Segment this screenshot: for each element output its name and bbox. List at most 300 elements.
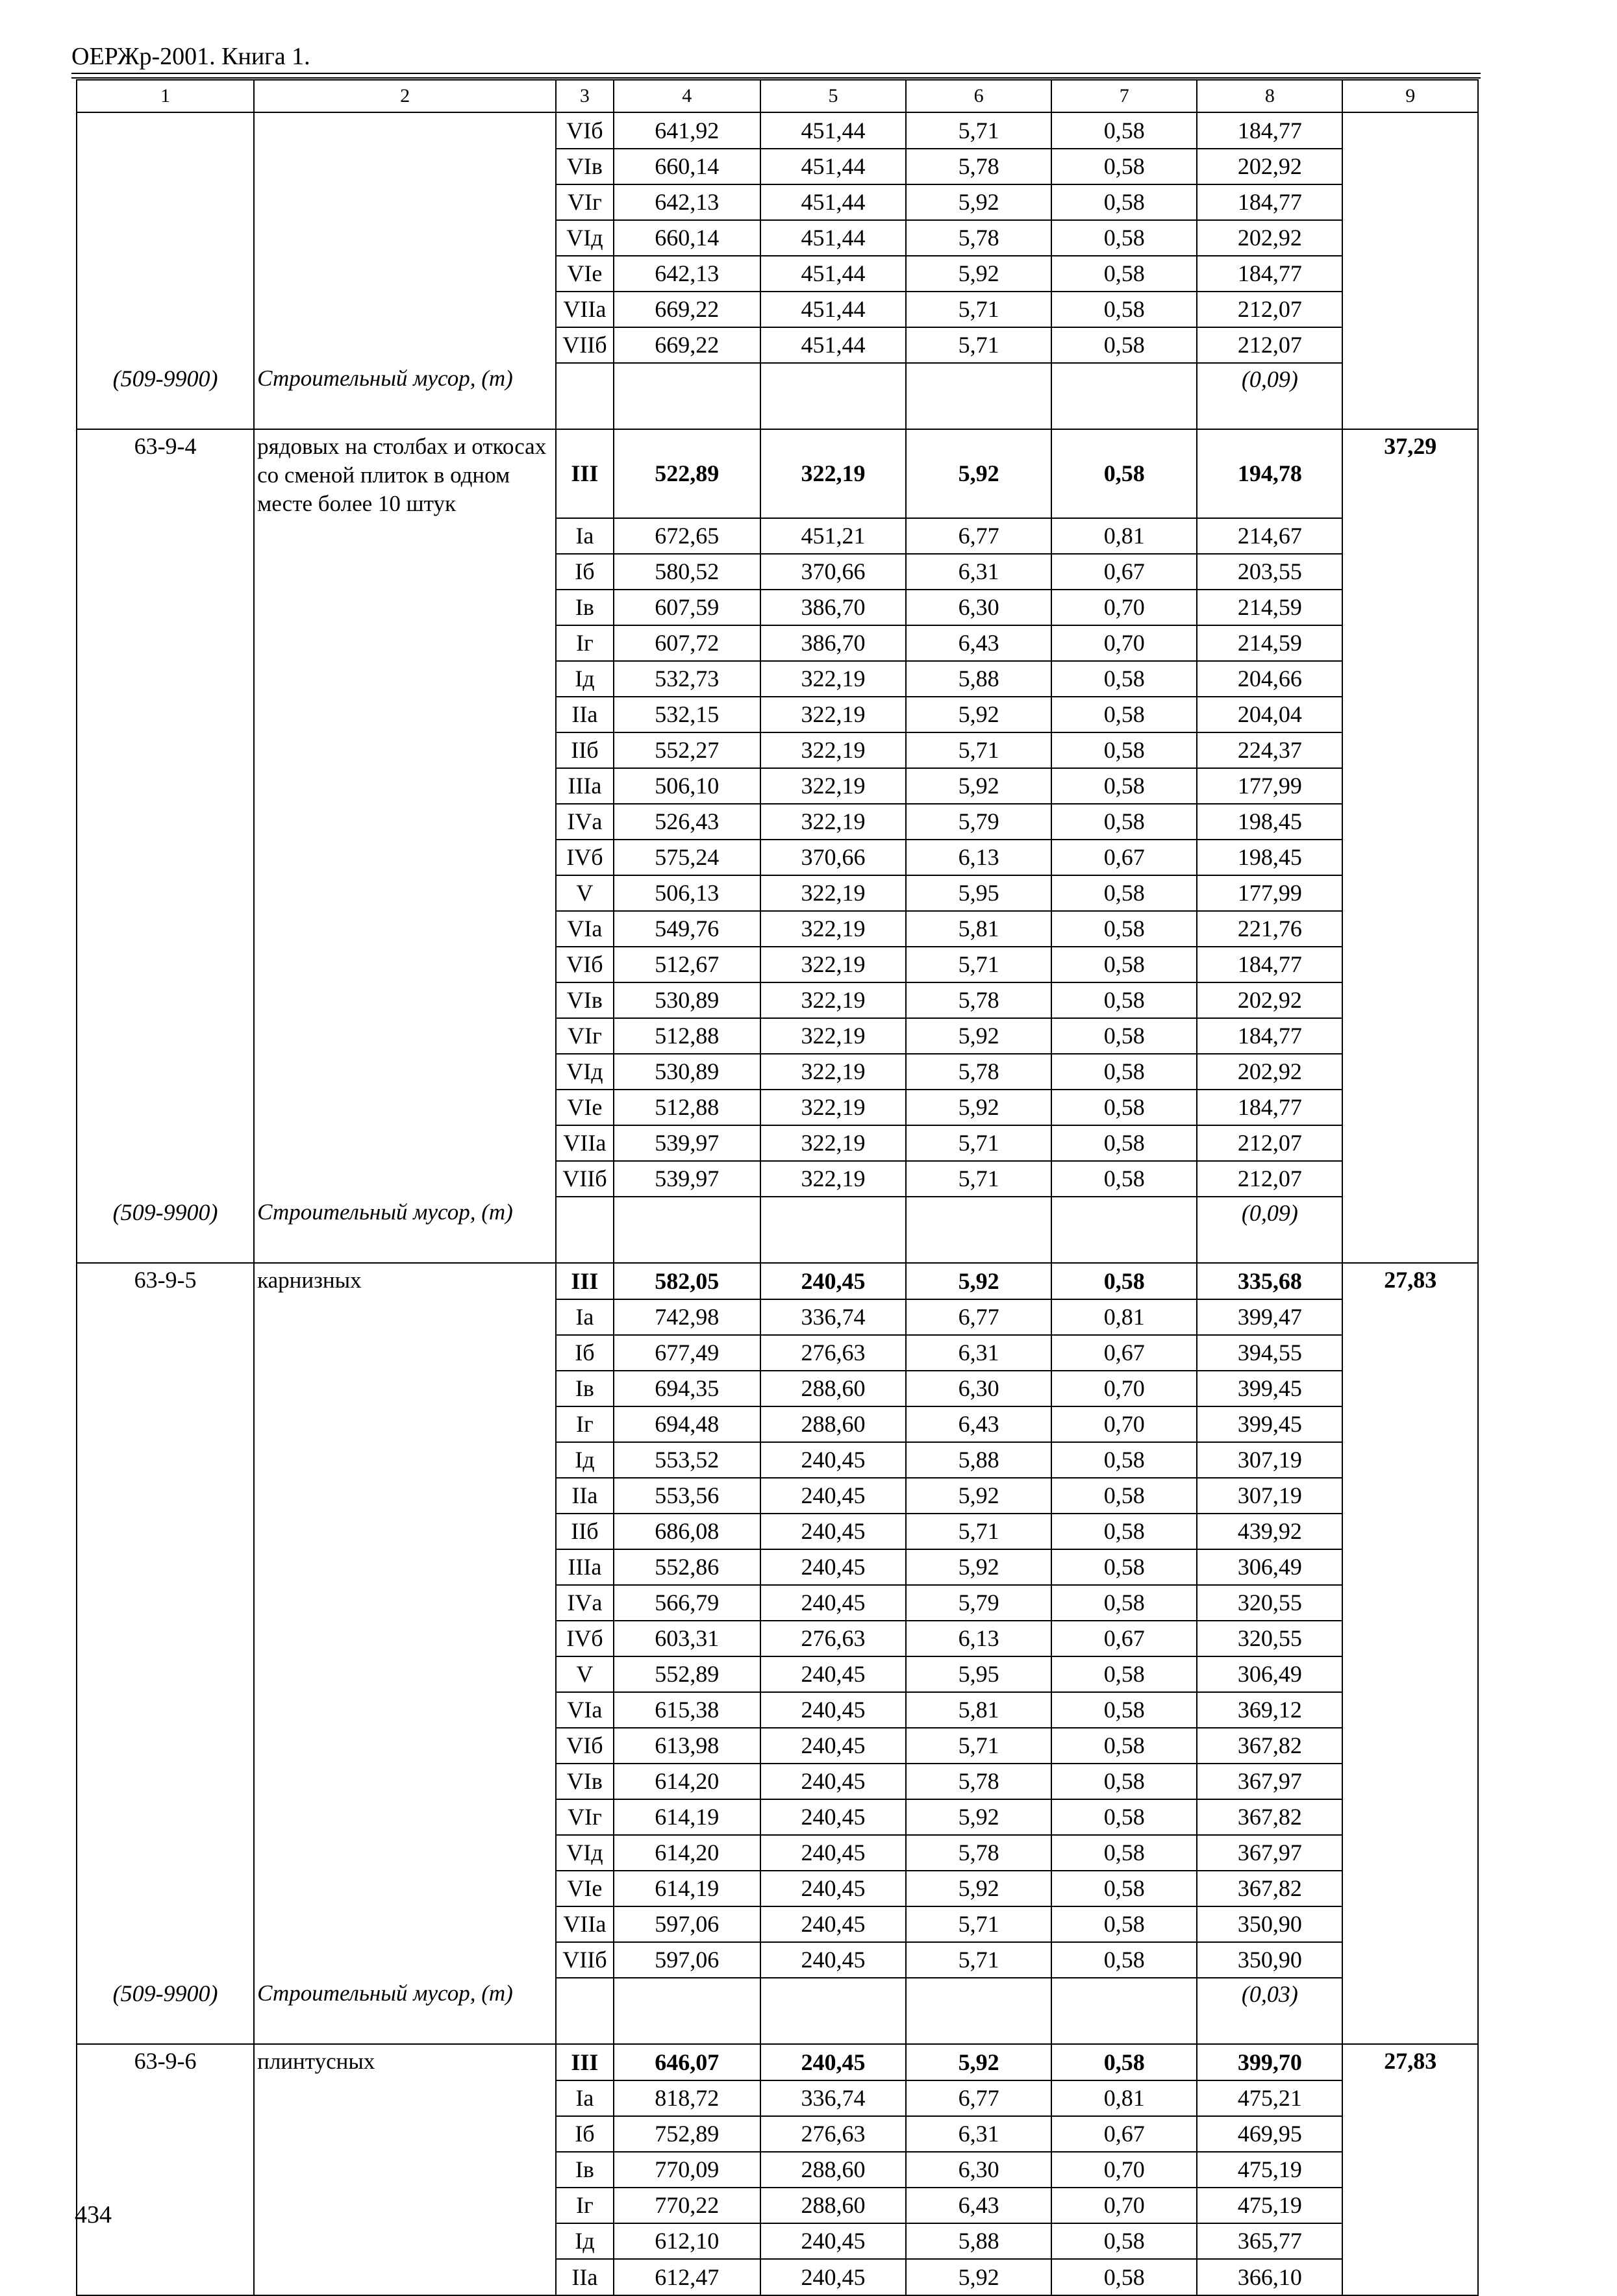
machine-cost-cell: 5,92 — [906, 1478, 1051, 1514]
table-row — [77, 2044, 1478, 2080]
driver-wages-cell: 0,58 — [1051, 732, 1197, 768]
zone-cell: VIе — [556, 1090, 614, 1125]
machine-cost-cell: 5,92 — [906, 2044, 1051, 2080]
total-cost-cell: 552,27 — [614, 732, 760, 768]
total-cost-cell: 660,14 — [614, 149, 760, 184]
work-name-cell — [254, 2188, 556, 2223]
labor-cell — [1342, 1018, 1478, 1054]
total-cost-cell: 614,20 — [614, 1764, 760, 1799]
rate-code-cell — [77, 1406, 254, 1442]
driver-wages-cell: 0,58 — [1051, 1018, 1197, 1054]
driver-wages-cell: 0,58 — [1051, 1442, 1197, 1478]
wages-cell: 240,45 — [760, 1871, 906, 1906]
machine-cost-cell: 6,30 — [906, 1371, 1051, 1406]
rate-code-cell — [77, 1942, 254, 1978]
work-name-cell — [254, 1728, 556, 1764]
labor-cell — [1342, 1054, 1478, 1090]
rate-code-cell: 63-9-5 — [77, 1263, 254, 1299]
zone-cell: IIа — [556, 697, 614, 732]
machine-cost-cell: 5,71 — [906, 112, 1051, 149]
work-name-cell — [254, 1161, 556, 1197]
work-name-cell — [254, 840, 556, 875]
wages-cell: 240,45 — [760, 1656, 906, 1692]
rate-code-cell — [77, 697, 254, 732]
wages-cell: 240,45 — [760, 1549, 906, 1585]
table-row — [77, 1764, 1478, 1799]
wages-cell: 370,66 — [760, 840, 906, 875]
total-cost-cell: 597,06 — [614, 1906, 760, 1942]
zone-cell: IIб — [556, 732, 614, 768]
work-name-cell — [254, 184, 556, 220]
work-name-cell — [254, 2152, 556, 2188]
materials-cell: 394,55 — [1197, 1335, 1342, 1371]
total-cost-cell: 506,10 — [614, 768, 760, 804]
labor-cell — [1342, 625, 1478, 661]
wages-cell: 322,19 — [760, 875, 906, 911]
materials-cell: 367,82 — [1197, 1728, 1342, 1764]
rate-code-cell — [77, 2116, 254, 2152]
total-cost-cell: 539,97 — [614, 1161, 760, 1197]
work-name-cell — [254, 1692, 556, 1728]
machine-cost-cell: 5,88 — [906, 661, 1051, 697]
total-cost-cell: 539,97 — [614, 1125, 760, 1161]
zone-cell: VIа — [556, 1692, 614, 1728]
wages-cell: 322,19 — [760, 697, 906, 732]
rate-code-cell — [77, 1656, 254, 1692]
total-cost-cell — [614, 1978, 760, 2044]
work-name-cell — [254, 220, 556, 256]
zone-cell: VIв — [556, 982, 614, 1018]
rate-code-cell — [77, 1335, 254, 1371]
labor-cell — [1342, 1692, 1478, 1728]
rate-code-cell — [77, 661, 254, 697]
total-cost-cell: 530,89 — [614, 1054, 760, 1090]
wages-cell: 451,44 — [760, 220, 906, 256]
driver-wages-cell: 0,58 — [1051, 112, 1197, 149]
labor-cell — [1342, 1514, 1478, 1549]
materials-cell: 469,95 — [1197, 2116, 1342, 2152]
table-row — [77, 327, 1478, 363]
table-row — [77, 982, 1478, 1018]
work-name-cell — [254, 1942, 556, 1978]
total-cost-cell: 646,07 — [614, 2044, 760, 2080]
driver-wages-cell: 0,58 — [1051, 661, 1197, 697]
table-row — [77, 2080, 1478, 2116]
work-name-cell — [254, 1549, 556, 1585]
table-row — [77, 661, 1478, 697]
labor-cell — [1342, 256, 1478, 292]
machine-cost-cell: 5,78 — [906, 1764, 1051, 1799]
zone-cell: Iг — [556, 2188, 614, 2223]
labor-cell — [1342, 697, 1478, 732]
wages-cell: 322,19 — [760, 661, 906, 697]
total-cost-cell: 580,52 — [614, 554, 760, 590]
driver-wages-cell: 0,58 — [1051, 327, 1197, 363]
wages-cell: 240,45 — [760, 1692, 906, 1728]
total-cost-cell: 615,38 — [614, 1692, 760, 1728]
work-name-cell — [254, 1335, 556, 1371]
zone-cell: VIг — [556, 184, 614, 220]
zone-cell: Iд — [556, 1442, 614, 1478]
labor-cell — [1342, 2223, 1478, 2259]
table-row — [77, 149, 1478, 184]
table-row — [77, 1692, 1478, 1728]
labor-cell — [1342, 1799, 1478, 1835]
machine-cost-cell: 5,71 — [906, 947, 1051, 982]
labor-cell — [1342, 732, 1478, 768]
machine-cost-cell: 5,92 — [906, 1263, 1051, 1299]
labor-cell — [1342, 1406, 1478, 1442]
driver-wages-cell: 0,58 — [1051, 768, 1197, 804]
work-name-cell — [254, 554, 556, 590]
wages-cell: 288,60 — [760, 2188, 906, 2223]
wages-cell: 276,63 — [760, 2116, 906, 2152]
zone-cell: IIIа — [556, 1549, 614, 1585]
driver-wages-cell — [1051, 1978, 1197, 2044]
rate-code-cell — [77, 184, 254, 220]
total-cost-cell: 582,05 — [614, 1263, 760, 1299]
table-row — [77, 1335, 1478, 1371]
wages-cell: 240,45 — [760, 1942, 906, 1978]
work-name-cell: Строительный мусор, (т) — [254, 363, 556, 429]
materials-cell: 184,77 — [1197, 256, 1342, 292]
rate-code-cell — [77, 1621, 254, 1656]
driver-wages-cell: 0,70 — [1051, 2188, 1197, 2223]
rate-code-cell — [77, 1125, 254, 1161]
machine-cost-cell: 6,77 — [906, 1299, 1051, 1335]
materials-cell: 439,92 — [1197, 1514, 1342, 1549]
labor-cell — [1342, 363, 1478, 429]
materials-cell: 177,99 — [1197, 875, 1342, 911]
materials-cell: 184,77 — [1197, 112, 1342, 149]
rate-code-cell — [77, 1549, 254, 1585]
wages-cell: 288,60 — [760, 2152, 906, 2188]
zone-cell: IIб — [556, 1514, 614, 1549]
table-row — [77, 2188, 1478, 2223]
rate-code-cell — [77, 804, 254, 840]
table-row — [77, 1906, 1478, 1942]
rate-code-cell — [77, 840, 254, 875]
wages-cell: 451,44 — [760, 327, 906, 363]
total-cost-cell: 549,76 — [614, 911, 760, 947]
rate-code-cell — [77, 1371, 254, 1406]
table-row — [77, 220, 1478, 256]
total-cost-cell: 614,20 — [614, 1835, 760, 1871]
machine-cost-cell: 6,31 — [906, 2116, 1051, 2152]
machine-cost-cell: 6,30 — [906, 590, 1051, 625]
rate-code-cell — [77, 982, 254, 1018]
materials-cell: 367,82 — [1197, 1871, 1342, 1906]
work-name-cell — [254, 2223, 556, 2259]
rate-code-cell — [77, 327, 254, 363]
column-header: 9 — [1342, 80, 1478, 112]
driver-wages-cell: 0,58 — [1051, 2259, 1197, 2295]
column-header: 1 — [77, 80, 254, 112]
zone-cell: VIIб — [556, 1161, 614, 1197]
zone-cell: VIIа — [556, 1125, 614, 1161]
work-name-cell — [254, 1835, 556, 1871]
rate-code-cell — [77, 2080, 254, 2116]
driver-wages-cell: 0,58 — [1051, 875, 1197, 911]
machine-cost-cell: 5,71 — [906, 292, 1051, 327]
table-row — [77, 804, 1478, 840]
labor-cell — [1342, 1478, 1478, 1514]
rate-code-cell — [77, 292, 254, 327]
materials-cell: 212,07 — [1197, 327, 1342, 363]
materials-cell: 306,49 — [1197, 1656, 1342, 1692]
driver-wages-cell: 0,58 — [1051, 292, 1197, 327]
table-row — [77, 911, 1478, 947]
rate-code-cell — [77, 1835, 254, 1871]
driver-wages-cell: 0,58 — [1051, 1906, 1197, 1942]
driver-wages-cell — [1051, 363, 1197, 429]
zone-cell: V — [556, 1656, 614, 1692]
table-row — [77, 1728, 1478, 1764]
wages-cell: 240,45 — [760, 1835, 906, 1871]
labor-cell — [1342, 2080, 1478, 2116]
labor-cell — [1342, 1299, 1478, 1335]
driver-wages-cell: 0,58 — [1051, 1728, 1197, 1764]
table-row — [77, 2152, 1478, 2188]
driver-wages-cell: 0,58 — [1051, 2044, 1197, 2080]
rate-code-cell — [77, 911, 254, 947]
wages-cell: 322,19 — [760, 947, 906, 982]
work-name-cell — [254, 1585, 556, 1621]
machine-cost-cell: 5,92 — [906, 256, 1051, 292]
rate-code-cell — [77, 1764, 254, 1799]
materials-cell: (0,09) — [1197, 1197, 1342, 1263]
materials-cell: 350,90 — [1197, 1906, 1342, 1942]
zone-cell: VIг — [556, 1799, 614, 1835]
driver-wages-cell — [1051, 1197, 1197, 1263]
machine-cost-cell: 6,31 — [906, 554, 1051, 590]
wages-cell: 276,63 — [760, 1621, 906, 1656]
materials-cell: 202,92 — [1197, 1054, 1342, 1090]
wages-cell: 276,63 — [760, 1335, 906, 1371]
materials-cell: (0,03) — [1197, 1978, 1342, 2044]
total-cost-cell: 669,22 — [614, 292, 760, 327]
wages-cell: 322,19 — [760, 982, 906, 1018]
machine-cost-cell: 5,78 — [906, 982, 1051, 1018]
labor-cell — [1342, 149, 1478, 184]
wages-cell: 322,19 — [760, 768, 906, 804]
machine-cost-cell: 5,88 — [906, 2223, 1051, 2259]
zone-cell: VIг — [556, 1018, 614, 1054]
materials-cell: 204,66 — [1197, 661, 1342, 697]
wages-cell: 386,70 — [760, 625, 906, 661]
work-name-cell: Строительный мусор, (т) — [254, 1197, 556, 1263]
machine-cost-cell: 5,78 — [906, 1835, 1051, 1871]
zone-cell: VIд — [556, 1054, 614, 1090]
materials-cell: 184,77 — [1197, 1090, 1342, 1125]
work-name-cell — [254, 1764, 556, 1799]
work-name-cell: рядовых на столбах и откосах со сменой плиток в одном месте более 10 штук — [254, 429, 556, 518]
total-cost-cell: 552,86 — [614, 1549, 760, 1585]
total-cost-cell: 607,59 — [614, 590, 760, 625]
rate-code-cell — [77, 1692, 254, 1728]
driver-wages-cell: 0,58 — [1051, 1585, 1197, 1621]
table-row — [77, 697, 1478, 732]
wages-cell: 451,21 — [760, 518, 906, 554]
driver-wages-cell: 0,58 — [1051, 1835, 1197, 1871]
work-name-cell — [254, 2259, 556, 2295]
work-name-cell: плинтусных — [254, 2044, 556, 2080]
machine-cost-cell: 6,77 — [906, 2080, 1051, 2116]
zone-cell: III — [556, 2044, 614, 2080]
machine-cost-cell — [906, 1197, 1051, 1263]
rate-code-cell — [77, 1728, 254, 1764]
materials-cell: 369,12 — [1197, 1692, 1342, 1728]
driver-wages-cell: 0,58 — [1051, 220, 1197, 256]
labor-cell — [1342, 292, 1478, 327]
driver-wages-cell: 0,58 — [1051, 1656, 1197, 1692]
zone-cell: Iа — [556, 2080, 614, 2116]
total-cost-cell: 614,19 — [614, 1871, 760, 1906]
rate-code-cell — [77, 2152, 254, 2188]
machine-cost-cell: 5,92 — [906, 1799, 1051, 1835]
labor-cell: 27,83 — [1342, 1263, 1478, 1299]
labor-cell — [1342, 911, 1478, 947]
machine-cost-cell: 5,92 — [906, 1018, 1051, 1054]
zone-cell: IIIа — [556, 768, 614, 804]
table-row — [77, 875, 1478, 911]
rate-code-cell — [77, 732, 254, 768]
machine-cost-cell: 5,78 — [906, 149, 1051, 184]
work-name-cell — [254, 875, 556, 911]
zone-cell: VIд — [556, 220, 614, 256]
zone-cell — [556, 1978, 614, 2044]
wages-cell: 336,74 — [760, 1299, 906, 1335]
total-cost-cell: 613,98 — [614, 1728, 760, 1764]
wages-cell: 240,45 — [760, 2044, 906, 2080]
wages-cell: 240,45 — [760, 1906, 906, 1942]
rate-code-cell — [77, 554, 254, 590]
total-cost-cell: 506,13 — [614, 875, 760, 911]
total-cost-cell: 530,89 — [614, 982, 760, 1018]
total-cost-cell: 677,49 — [614, 1335, 760, 1371]
total-cost-cell: 597,06 — [614, 1942, 760, 1978]
zone-cell: Iб — [556, 2116, 614, 2152]
machine-cost-cell: 5,92 — [906, 429, 1051, 518]
driver-wages-cell: 0,58 — [1051, 1942, 1197, 1978]
work-name-cell — [254, 768, 556, 804]
zone-cell: Iд — [556, 661, 614, 697]
materials-cell: 202,92 — [1197, 220, 1342, 256]
labor-cell — [1342, 804, 1478, 840]
materials-cell: 367,97 — [1197, 1764, 1342, 1799]
rate-code-cell — [77, 1906, 254, 1942]
rate-code-cell: (509-9900) — [77, 363, 254, 429]
labor-cell — [1342, 947, 1478, 982]
header-rule — [71, 73, 1481, 79]
total-cost-cell: 522,89 — [614, 429, 760, 518]
machine-cost-cell: 6,43 — [906, 625, 1051, 661]
driver-wages-cell: 0,58 — [1051, 256, 1197, 292]
driver-wages-cell: 0,58 — [1051, 1125, 1197, 1161]
total-cost-cell: 742,98 — [614, 1299, 760, 1335]
table-row — [77, 1656, 1478, 1692]
rate-code-cell — [77, 1514, 254, 1549]
materials-cell: 350,90 — [1197, 1942, 1342, 1978]
total-cost-cell: 575,24 — [614, 840, 760, 875]
total-cost-cell: 526,43 — [614, 804, 760, 840]
work-name-cell — [254, 1656, 556, 1692]
materials-cell: 335,68 — [1197, 1263, 1342, 1299]
driver-wages-cell: 0,70 — [1051, 625, 1197, 661]
column-header: 2 — [254, 80, 556, 112]
materials-cell: 399,45 — [1197, 1371, 1342, 1406]
table-row — [77, 1054, 1478, 1090]
total-cost-cell: 642,13 — [614, 184, 760, 220]
machine-cost-cell: 5,92 — [906, 2259, 1051, 2295]
machine-cost-cell: 5,88 — [906, 1442, 1051, 1478]
work-name-cell — [254, 1371, 556, 1406]
table-row — [77, 1514, 1478, 1549]
labor-cell — [1342, 875, 1478, 911]
driver-wages-cell: 0,58 — [1051, 1478, 1197, 1514]
labor-cell — [1342, 1728, 1478, 1764]
driver-wages-cell: 0,70 — [1051, 590, 1197, 625]
materials-cell: 202,92 — [1197, 149, 1342, 184]
driver-wages-cell: 0,70 — [1051, 2152, 1197, 2188]
materials-cell: 307,19 — [1197, 1442, 1342, 1478]
wages-cell: 288,60 — [760, 1371, 906, 1406]
work-name-cell — [254, 1054, 556, 1090]
work-name-cell — [254, 732, 556, 768]
wages-cell: 240,45 — [760, 1514, 906, 1549]
rates-table — [76, 79, 1479, 2296]
zone-cell: Iг — [556, 1406, 614, 1442]
work-name-cell — [254, 947, 556, 982]
zone-cell: VIа — [556, 911, 614, 947]
zone-cell: IVа — [556, 1585, 614, 1621]
table-row — [77, 1263, 1478, 1299]
wages-cell: 240,45 — [760, 1799, 906, 1835]
wages-cell: 322,19 — [760, 429, 906, 518]
work-name-cell — [254, 804, 556, 840]
zone-cell: Iа — [556, 518, 614, 554]
labor-cell — [1342, 1371, 1478, 1406]
table-row — [77, 1549, 1478, 1585]
total-cost-cell: 532,73 — [614, 661, 760, 697]
materials-cell: 475,19 — [1197, 2152, 1342, 2188]
labor-cell — [1342, 982, 1478, 1018]
machine-cost-cell: 5,92 — [906, 1090, 1051, 1125]
work-name-cell — [254, 1514, 556, 1549]
total-cost-cell: 770,09 — [614, 2152, 760, 2188]
materials-cell: 365,77 — [1197, 2223, 1342, 2259]
wages-cell: 240,45 — [760, 1764, 906, 1799]
driver-wages-cell: 0,58 — [1051, 1764, 1197, 1799]
machine-cost-cell: 5,78 — [906, 1054, 1051, 1090]
machine-cost-cell: 5,71 — [906, 732, 1051, 768]
driver-wages-cell: 0,58 — [1051, 184, 1197, 220]
driver-wages-cell: 0,67 — [1051, 1335, 1197, 1371]
machine-cost-cell: 5,71 — [906, 1514, 1051, 1549]
wages-cell: 386,70 — [760, 590, 906, 625]
driver-wages-cell: 0,58 — [1051, 911, 1197, 947]
materials-cell: 399,70 — [1197, 2044, 1342, 2080]
zone-cell: VIб — [556, 1728, 614, 1764]
materials-cell: 367,97 — [1197, 1835, 1342, 1871]
wages-cell: 322,19 — [760, 1054, 906, 1090]
materials-cell: 320,55 — [1197, 1585, 1342, 1621]
driver-wages-cell: 0,70 — [1051, 1371, 1197, 1406]
wages-cell: 240,45 — [760, 2259, 906, 2295]
zone-cell — [556, 1197, 614, 1263]
labor-cell — [1342, 1585, 1478, 1621]
total-cost-cell: 770,22 — [614, 2188, 760, 2223]
